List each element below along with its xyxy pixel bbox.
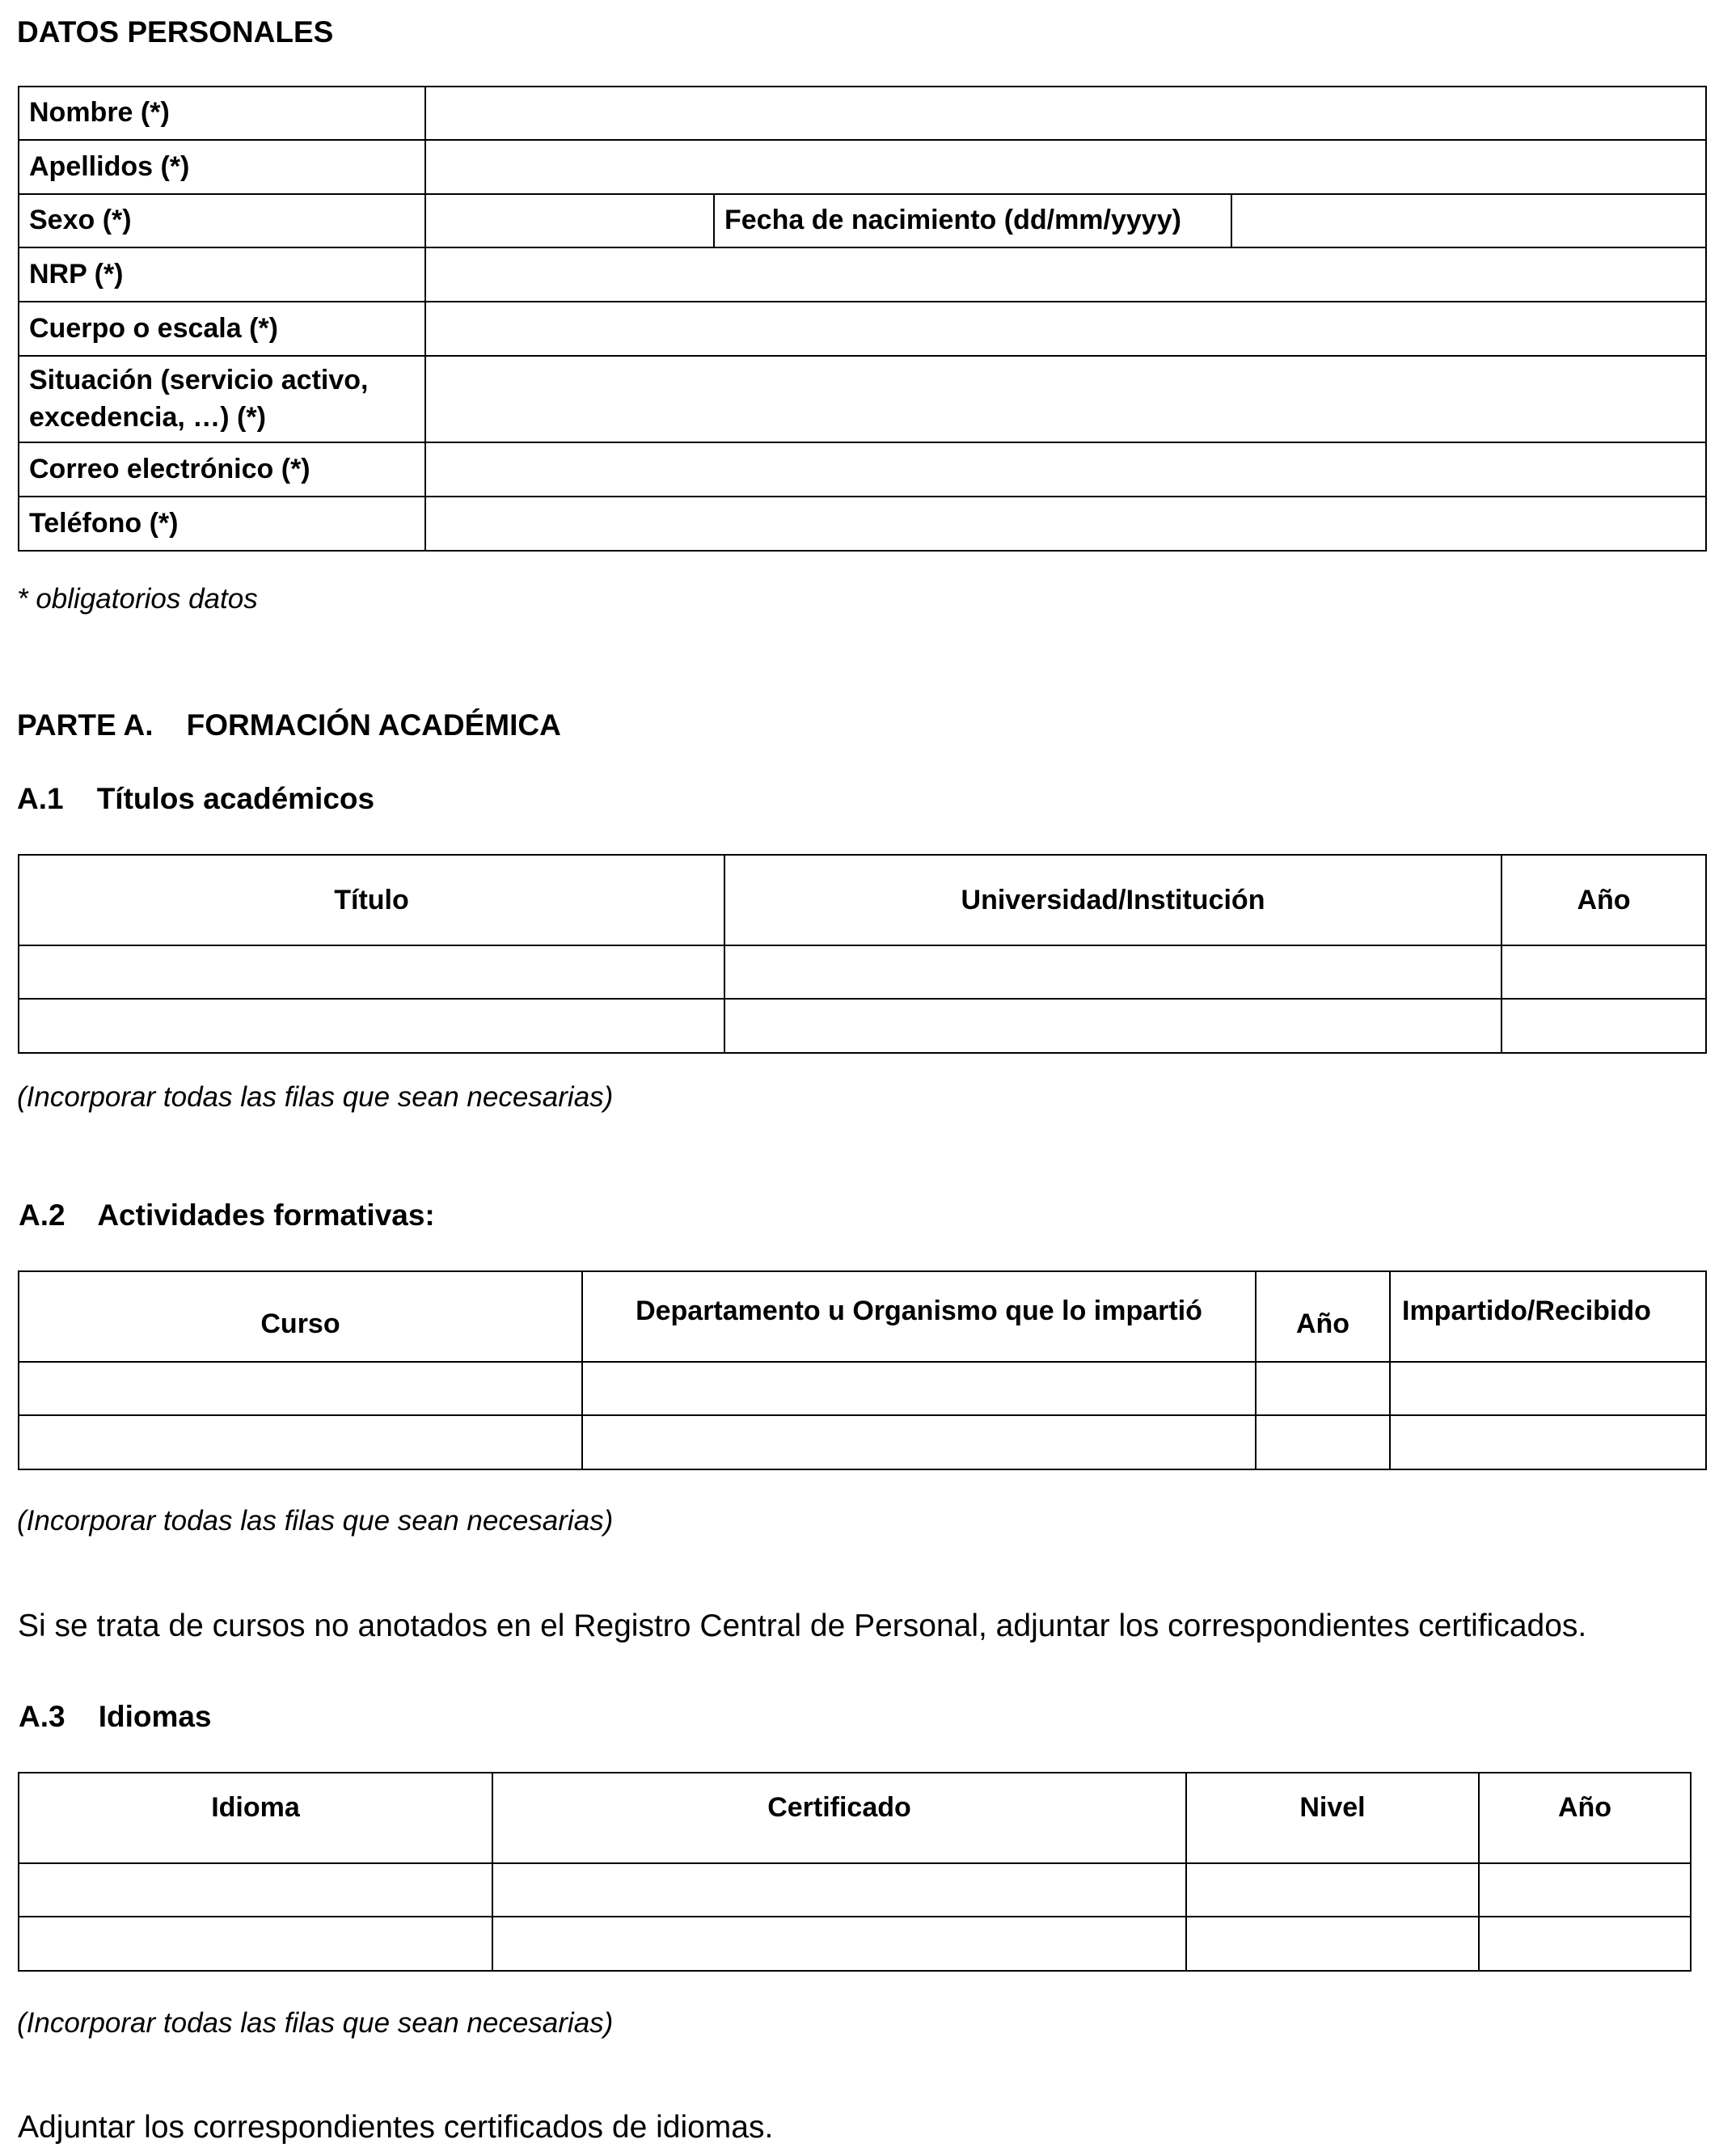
- header-ano: Año: [1501, 855, 1706, 945]
- label-cuerpo: Cuerpo o escala (*): [19, 302, 425, 356]
- header-ano: Año: [1479, 1773, 1691, 1863]
- titles-table: [18, 854, 1707, 1054]
- cell-certificado[interactable]: [492, 1917, 1186, 1971]
- input-nombre[interactable]: [425, 87, 1706, 140]
- header-curso: Curso: [19, 1271, 582, 1362]
- cell-curso[interactable]: [19, 1415, 582, 1469]
- cell-ano[interactable]: [1256, 1362, 1390, 1415]
- row-telefono: [19, 497, 1706, 551]
- titles-header-row: [19, 855, 1706, 945]
- cell-impartido-recibido[interactable]: [1390, 1415, 1706, 1469]
- label-nrp: NRP (*): [19, 247, 425, 302]
- a3-certificates-paragraph: Adjuntar los correspondientes certificados de idiomas.: [18, 2110, 774, 2145]
- cell-nivel[interactable]: [1186, 1917, 1479, 1971]
- cell-departamento[interactable]: [582, 1362, 1256, 1415]
- cell-ano[interactable]: [1501, 999, 1706, 1053]
- label-telefono: Teléfono (*): [19, 497, 425, 551]
- cell-universidad[interactable]: [724, 999, 1501, 1053]
- label-nombre: Nombre (*): [19, 87, 425, 140]
- cell-nivel[interactable]: [1186, 1863, 1479, 1917]
- a3-add-rows-note: (Incorporar todas las filas que sean necesarias): [17, 2007, 614, 2039]
- cell-idioma[interactable]: [19, 1863, 492, 1917]
- languages-header-row: [19, 1773, 1691, 1863]
- table-row: [19, 1415, 1706, 1469]
- cell-curso[interactable]: [19, 1362, 582, 1415]
- row-sexo-fecha: [19, 194, 1706, 247]
- required-fields-note: * obligatorios datos: [17, 583, 258, 615]
- input-fecha-nacimiento[interactable]: [1231, 194, 1706, 247]
- section-a2-title: A.2 Actividades formativas:: [19, 1198, 435, 1232]
- section-a1-title: A.1 Títulos académicos: [17, 782, 375, 815]
- activities-header-row: [19, 1271, 1706, 1362]
- input-cuerpo[interactable]: [425, 302, 1706, 356]
- activities-table: [18, 1270, 1707, 1470]
- input-correo[interactable]: [425, 442, 1706, 497]
- table-row: [19, 1362, 1706, 1415]
- cell-ano[interactable]: [1479, 1863, 1691, 1917]
- cell-departamento[interactable]: [582, 1415, 1256, 1469]
- a2-certificates-paragraph: Si se trata de cursos no anotados en el Registro Central de Personal, adjuntar los correspondientes certificados.: [18, 1609, 1587, 1643]
- header-ano: Año: [1256, 1271, 1390, 1362]
- row-correo: [19, 442, 1706, 497]
- a1-add-rows-note: (Incorporar todas las filas que sean necesarias): [17, 1081, 614, 1113]
- label-correo: Correo electrónico (*): [19, 442, 425, 497]
- input-sexo[interactable]: [425, 194, 714, 247]
- row-nrp: [19, 247, 1706, 302]
- cell-universidad[interactable]: [724, 945, 1501, 999]
- header-certificado: Certificado: [492, 1773, 1186, 1863]
- header-departamento: Departamento u Organismo que lo impartió: [582, 1271, 1256, 1362]
- cell-impartido-recibido[interactable]: [1390, 1362, 1706, 1415]
- a2-add-rows-note: (Incorporar todas las filas que sean necesarias): [17, 1505, 614, 1537]
- row-nombre: [19, 87, 1706, 140]
- header-titulo: Título: [19, 855, 724, 945]
- cell-certificado[interactable]: [492, 1863, 1186, 1917]
- section-a3-title: A.3 Idiomas: [19, 1700, 212, 1733]
- input-nrp[interactable]: [425, 247, 1706, 302]
- input-situacion[interactable]: [425, 356, 1706, 442]
- label-fecha-nacimiento: Fecha de nacimiento (dd/mm/yyyy): [714, 194, 1231, 247]
- table-row: [19, 1863, 1691, 1917]
- personal-data-table: [18, 86, 1707, 552]
- cell-titulo[interactable]: [19, 945, 724, 999]
- header-idioma: Idioma: [19, 1773, 492, 1863]
- table-row: [19, 945, 1706, 999]
- row-cuerpo: [19, 302, 1706, 356]
- label-apellidos: Apellidos (*): [19, 140, 425, 194]
- cell-idioma[interactable]: [19, 1917, 492, 1971]
- cell-ano[interactable]: [1479, 1917, 1691, 1971]
- header-nivel: Nivel: [1186, 1773, 1479, 1863]
- input-telefono[interactable]: [425, 497, 1706, 551]
- cell-titulo[interactable]: [19, 999, 724, 1053]
- cell-ano[interactable]: [1501, 945, 1706, 999]
- part-a-title: PARTE A. FORMACIÓN ACADÉMICA: [17, 708, 561, 742]
- row-apellidos: [19, 140, 1706, 194]
- table-row: [19, 1917, 1691, 1971]
- languages-table: [18, 1772, 1692, 1972]
- row-situacion: [19, 356, 1706, 442]
- label-sexo: Sexo (*): [19, 194, 425, 247]
- cell-ano[interactable]: [1256, 1415, 1390, 1469]
- label-situacion: Situación (servicio activo, excedencia, …) (*): [19, 356, 425, 442]
- table-row: [19, 999, 1706, 1053]
- header-universidad: Universidad/Institución: [724, 855, 1501, 945]
- personal-data-title: DATOS PERSONALES: [17, 15, 334, 49]
- input-apellidos[interactable]: [425, 140, 1706, 194]
- header-impartido-recibido: Impartido/Recibido: [1390, 1271, 1706, 1362]
